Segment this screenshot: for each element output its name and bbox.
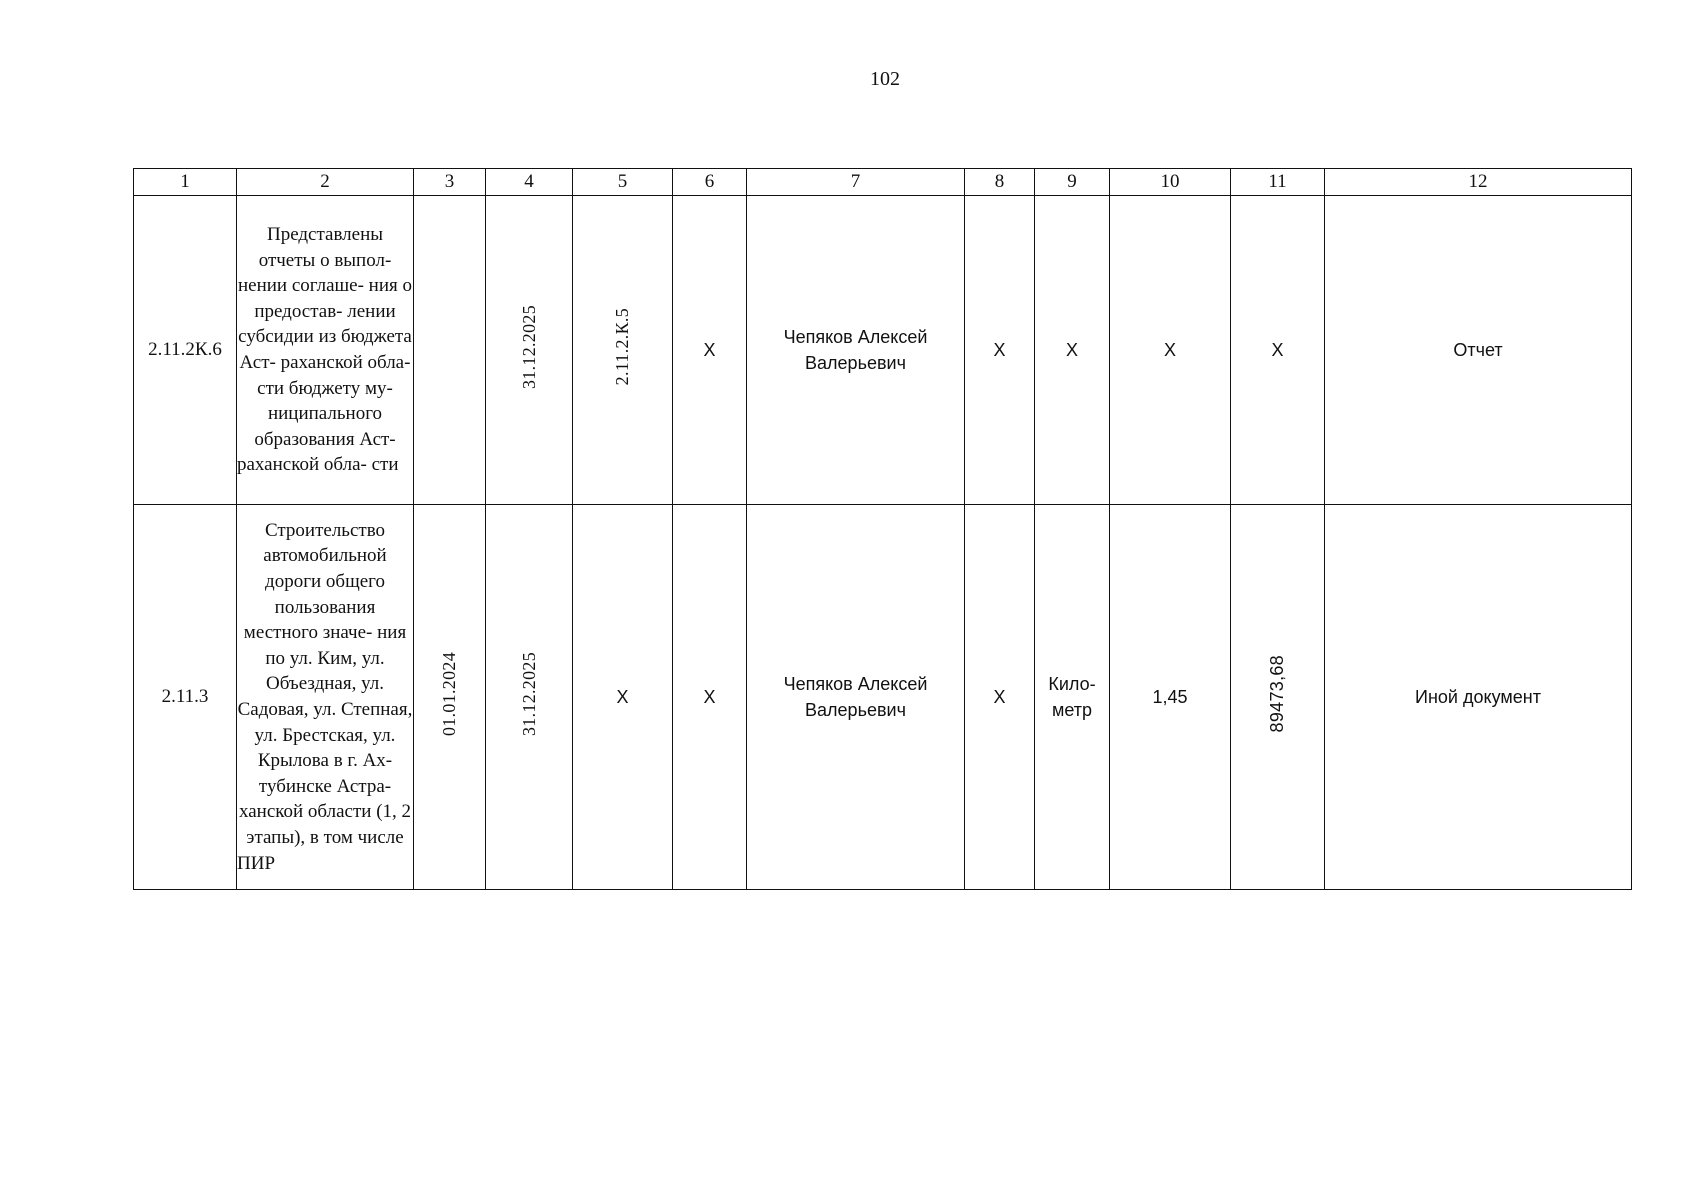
row-responsible: Чепяков Алексей Валерьевич [747,196,965,505]
row-responsible: Чепяков Алексей Валерьевич [747,505,965,890]
row-unit: X [1035,196,1110,505]
header-cell-4: 4 [486,169,573,196]
header-cell-12: 12 [1325,169,1632,196]
row-col6: X [673,505,747,890]
row-code: 2.11.2К.6 [134,196,237,505]
row-amount: X [1231,196,1325,505]
row-predecessor: 2.11.2.К.5 [573,196,673,505]
row-document-type: Отчет [1325,196,1632,505]
header-cell-11: 11 [1231,169,1325,196]
row-start-date: 01.01.2024 [414,505,486,890]
row-start-date [414,196,486,505]
page-number: 102 [870,68,900,90]
plan-table [133,168,1632,890]
table-row [134,505,1632,890]
header-row [134,169,1632,196]
header-cell-9: 9 [1035,169,1110,196]
header-cell-8: 8 [965,169,1035,196]
row-col8: X [965,196,1035,505]
row-code: 2.11.3 [134,505,237,890]
row-col8: X [965,505,1035,890]
row-description: Строительство автомобильной дороги общего пользования местного значе- ния по ул. Ким, ул. Объездная, ул. Садовая, ул. Степная, ул. Брестская, ул. Крылова в г. Ах- тубинске Астра- ханской области (1, 2 этапы), в том числе ПИР [237,505,414,890]
header-cell-6: 6 [673,169,747,196]
row-col6: X [673,196,747,505]
row-description: Представлены отчеты о выпол- нении соглаше- ния о предостав- лении субсидии из бюджета Аст- раханской обла- сти бюджету му- ниципального образования Аст- раханской обла- сти [237,196,414,505]
header-cell-3: 3 [414,169,486,196]
table-row [134,196,1632,505]
row-value: X [1110,196,1231,505]
header-cell-2: 2 [237,169,414,196]
header-cell-5: 5 [573,169,673,196]
row-end-date: 31.12.2025 [486,196,573,505]
row-document-type: Иной документ [1325,505,1632,890]
row-value: 1,45 [1110,505,1231,890]
row-unit: Кило-метр [1035,505,1110,890]
header-cell-10: 10 [1110,169,1231,196]
row-amount: 89473,68 [1231,505,1325,890]
header-cell-7: 7 [747,169,965,196]
row-end-date: 31.12.2025 [486,505,573,890]
row-predecessor: X [573,505,673,890]
header-cell-1: 1 [134,169,237,196]
